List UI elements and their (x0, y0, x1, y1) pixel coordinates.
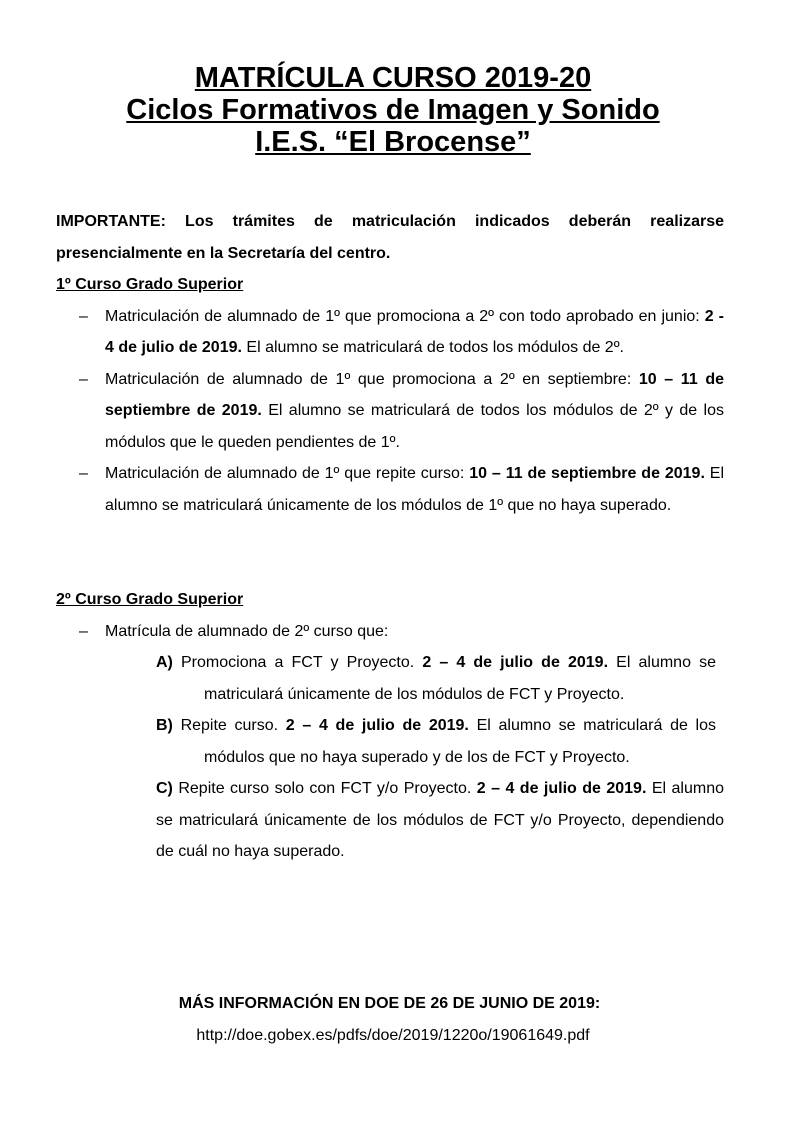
option-text: Repite curso. (172, 717, 286, 734)
more-info-title: MÁS INFORMACIÓN EN DOE DE 26 DE JUNIO DE 2019: (178, 995, 601, 1012)
option-date: 2 – 4 de julio de 2019. (285, 717, 469, 734)
item-date: 2 - 4 de julio de 2019. (105, 307, 725, 356)
item-date: 10 – 11 de septiembre de 2019. (469, 465, 705, 482)
option-letter: C) (156, 780, 173, 797)
option-c (156, 773, 724, 868)
option-letter: A) (156, 654, 173, 671)
option-date: 2 – 4 de julio de 2019. (476, 780, 647, 797)
option-letter: B) (156, 717, 173, 734)
list-item (56, 616, 724, 648)
item-text: Matriculación de alumnado de 1º que promociona a 2º con todo aprobado en junio: (105, 307, 705, 325)
more-info (0, 988, 786, 1051)
dash-bullet: – (79, 465, 88, 482)
option-text: El alumno se matriculará únicamente de los módulos de FCT y Proyecto. (204, 654, 717, 703)
document-body (56, 206, 724, 868)
second-course-heading: 2º Curso Grado Superior (56, 591, 244, 608)
second-course-options (156, 647, 724, 868)
important-notice: IMPORTANTE: Los trámites de matriculación indicados deberán realizarse presencialmente en la Secretaría del centro. (56, 213, 724, 262)
item-date: 10 – 11 de septiembre de 2019. (105, 370, 724, 419)
item-text: El alumno se matriculará de todos los módulos de 2º y de los módulos que le queden pendientes de 1º. (105, 402, 725, 451)
option-text: El alumno se matriculará de los módulos que no haya superado y de los de FCT y Proyecto. (204, 717, 717, 766)
option-a (156, 647, 716, 710)
second-course-list (56, 616, 724, 648)
first-course-heading: 1º Curso Grado Superior (56, 276, 244, 293)
title-block (0, 62, 786, 158)
title-main: MATRÍCULA CURSO 2019-20 (194, 62, 592, 94)
item-text: Matriculación de alumnado de 1º que repite curso: (105, 465, 470, 482)
list-item (56, 364, 724, 459)
list-item (56, 458, 724, 521)
option-text: El alumno se matriculará únicamente de los módulos de FCT y/o Proyecto, dependiendo de cuál no haya superado. (156, 780, 725, 860)
dash-bullet: – (79, 370, 88, 388)
title-subtitle: Ciclos Formativos de Imagen y Sonido (126, 94, 660, 126)
option-date: 2 – 4 de julio de 2019. (422, 654, 609, 671)
option-text: Promociona a FCT y Proyecto. (172, 654, 423, 671)
title-school: I.E.S. “El Brocense” (255, 126, 531, 158)
option-text: Repite curso solo con FCT y/o Proyecto. (172, 780, 477, 797)
item-text: Matrícula de alumnado de 2º curso que: (105, 622, 389, 640)
spacer (56, 521, 724, 584)
item-text: Matriculación de alumnado de 1º que promociona a 2º en septiembre: (105, 370, 639, 388)
item-text: El alumno se matriculará de todos los módulos de 2º. (241, 339, 624, 356)
dash-bullet: – (79, 622, 88, 640)
first-course-list (56, 301, 724, 522)
list-item (56, 301, 724, 364)
doe-link[interactable]: http://doe.gobex.es/pdfs/doe/2019/1220o/19061649.pdf (196, 1026, 590, 1044)
option-b (156, 710, 716, 773)
dash-bullet: – (79, 307, 88, 325)
item-text: El alumno se matriculará únicamente de los módulos de 1º que no haya superado. (105, 465, 725, 514)
